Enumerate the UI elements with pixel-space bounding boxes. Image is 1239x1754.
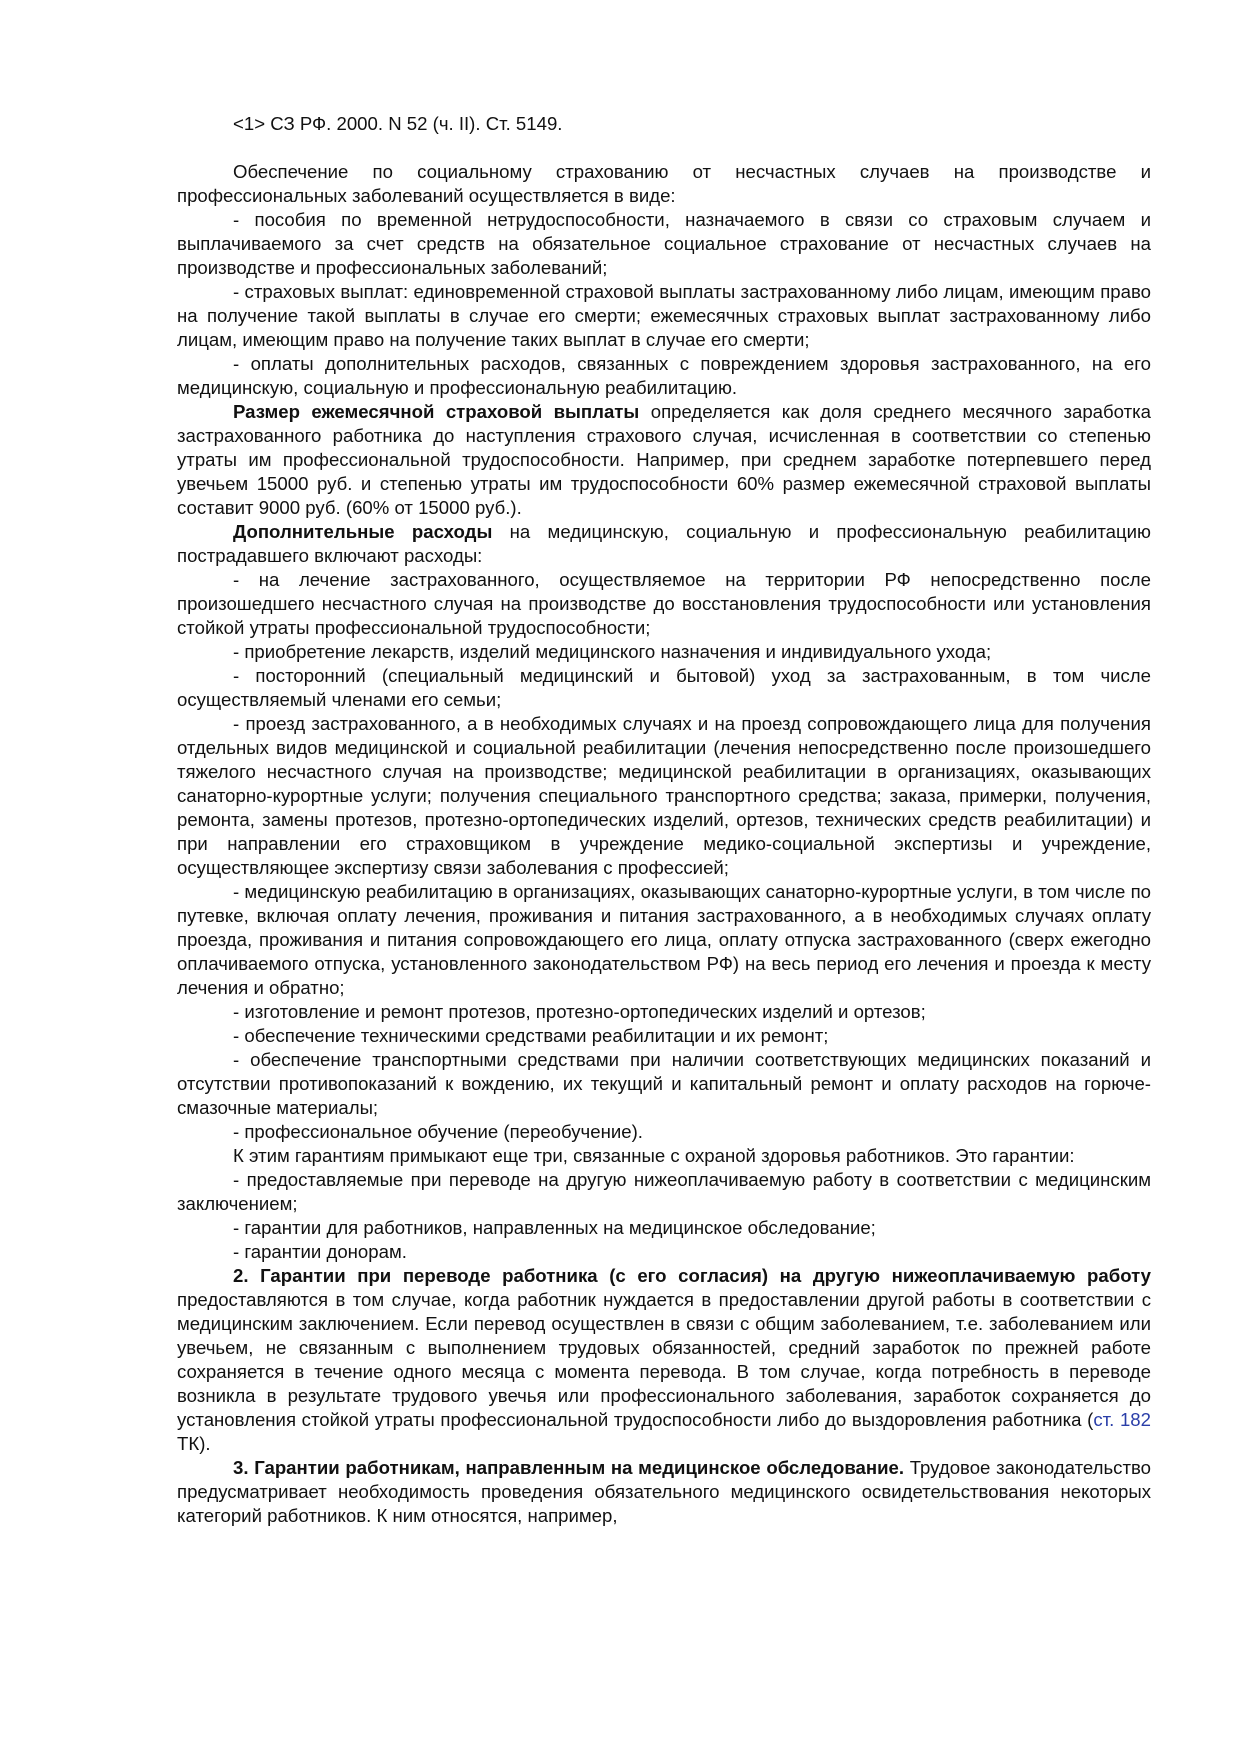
paragraph — [177, 208, 1151, 280]
paragraph-lead: Размер ежемесячной страховой выплаты — [233, 401, 640, 422]
paragraph-lead: 2. Гарантии при переводе работника (с его согласия) на другую нижеоплачиваемую работу — [233, 1265, 1151, 1286]
paragraph-text: определяется как доля среднего месячного заработка застрахованного работника до наступления страхового случая, исчисленная в соответствии со степенью утраты им профессиональной трудоспособности. Например, при среднем заработке потерпевшего перед увечьем 15000 руб. и степенью утраты им трудоспособности 60% размер ежемесячной страховой выплаты составит 9000 руб. (60% от 15000 руб.). — [177, 401, 1151, 518]
paragraph-list — [177, 160, 1151, 1528]
paragraph — [177, 400, 1151, 520]
paragraph-text: - страховых выплат: единовременной страховой выплаты застрахованному либо лицам, имеющим право на получение такой выплаты в случае его смерти; ежемесячных страховых выплат застрахованному либо лицам, имеющим право на получение таких выплат в случае его смерти; — [177, 281, 1151, 350]
paragraph-text: - гарантии для работников, направленных на медицинское обследование; — [233, 1217, 876, 1238]
paragraph — [177, 1120, 1151, 1144]
paragraph — [177, 1168, 1151, 1216]
footnote: <1> СЗ РФ. 2000. N 52 (ч. II). Ст. 5149. — [233, 113, 563, 134]
document-page — [177, 112, 1151, 1528]
paragraph-text: - на лечение застрахованного, осуществляемое на территории РФ непосредственно после произошедшего несчастного случая на производстве до восстановления трудоспособности или установления стойкой утраты профессиональной трудоспособности; — [177, 569, 1151, 638]
paragraph — [177, 1456, 1151, 1528]
paragraph-text: - предоставляемые при переводе на другую нижеоплачиваемую работу в соответствии с медицинским заключением; — [177, 1169, 1151, 1214]
paragraph — [177, 1240, 1151, 1264]
paragraph-text: - приобретение лекарств, изделий медицинского назначения и индивидуального ухода; — [233, 641, 992, 662]
paragraph-text: - медицинскую реабилитацию в организациях, оказывающих санаторно-курортные услуги, в том числе по путевке, включая оплату лечения, проживания и питания застрахованного, а в необходимых случаях оплату проезда, проживания и питания сопровождающего его лица, оплату отпуска застрахованного (сверх ежегодно оплачиваемого отпуска, установленного законодательством РФ) на весь период его лечения и проезда к месту лечения и обратно; — [177, 881, 1151, 998]
paragraph-text: - посторонний (специальный медицинский и бытовой) уход за застрахованным, в том числе осуществляемый членами его семьи; — [177, 665, 1151, 710]
paragraph-text: Обеспечение по социальному страхованию от несчастных случаев на производстве и профессиональных заболеваний осуществляется в виде: — [177, 161, 1151, 206]
paragraph — [177, 1048, 1151, 1120]
paragraph-text: Трудовое законодательство предусматривает необходимость проведения обязательного медицинского освидетельствования некоторых категорий работников. К ним относятся, например, — [177, 1457, 1152, 1526]
paragraph — [177, 352, 1151, 400]
paragraph — [177, 712, 1151, 880]
paragraph — [177, 160, 1151, 208]
paragraph — [177, 280, 1151, 352]
paragraph — [177, 1216, 1151, 1240]
paragraph-text: К этим гарантиям примыкают еще три, связанные с охраной здоровья работников. Это гарантии: — [233, 1145, 1075, 1166]
paragraph-text: - проезд застрахованного, а в необходимых случаях и на проезд сопровождающего лица для получения отдельных видов медицинской и социальной реабилитации (лечения непосредственно после произошедшего тяжелого несчастного случая на производстве; медицинской реабилитации в организациях, оказывающих санаторно-курортные услуги; получения специального транспортного средства; заказа, примерки, получения, ремонта, замены протезов, протезно-ортопедических изделий, ортезов, технических средств реабилитации) и при направлении его страховщиком в учреждение медико-социальной экспертизы и учреждение, осуществляющее экспертизу связи заболевания с профессией; — [177, 713, 1151, 878]
paragraph-text: на медицинскую, социальную и профессиональную реабилитацию пострадавшего включают расходы: — [177, 521, 1152, 566]
paragraph-text: - изготовление и ремонт протезов, протезно-ортопедических изделий и ортезов; — [233, 1001, 926, 1022]
paragraph — [177, 1000, 1151, 1024]
paragraph-text: - пособия по временной нетрудоспособности, назначаемого в связи со страховым случаем и выплачиваемого за счет средств на обязательное социальное страхование от несчастных случаев на производстве и профессиональных заболеваний; — [177, 209, 1151, 278]
article-link[interactable]: ст. 182 — [1093, 1409, 1151, 1430]
paragraph — [177, 880, 1151, 1000]
paragraph-text: - профессиональное обучение (переобучение). — [233, 1121, 643, 1142]
paragraph — [177, 1144, 1151, 1168]
paragraph-text: - обеспечение транспортными средствами при наличии соответствующих медицинских показаний и отсутствии противопоказаний к вождению, их текущий и капитальный ремонт и оплату расходов на горюче-смазочные материалы; — [177, 1049, 1151, 1118]
paragraph — [177, 1264, 1151, 1456]
paragraph — [177, 664, 1151, 712]
paragraph-text: - гарантии донорам. — [233, 1241, 407, 1262]
paragraph — [177, 640, 1151, 664]
paragraph-text: предоставляются в том случае, когда работник нуждается в предоставлении другой работы в соответствии с медицинским заключением. Если перевод осуществлен в связи с общим заболеванием, т.е. заболеванием или увечьем, не связанным с выполнением трудовых обязанностей, средний заработок по прежней работе сохраняется в течение одного месяца с момента перевода. В том случае, когда потребность в переводе возникла в результате трудового увечья или профессионального заболевания, заработок сохраняется до установления стойкой утраты профессиональной трудоспособности либо до выздоровления работника ( — [177, 1289, 1151, 1430]
paragraph-lead: 3. Гарантии работникам, направленным на медицинское обследование. — [233, 1457, 905, 1478]
paragraph-lead: Дополнительные расходы — [233, 521, 493, 542]
paragraph-tail: ТК). — [177, 1433, 211, 1454]
paragraph-text: - обеспечение техническими средствами реабилитации и их ремонт; — [233, 1025, 829, 1046]
paragraph-text: - оплаты дополнительных расходов, связанных с повреждением здоровья застрахованного, на его медицинскую, социальную и профессиональную реабилитацию. — [177, 353, 1151, 398]
paragraph — [177, 520, 1151, 568]
paragraph — [177, 568, 1151, 640]
paragraph — [177, 1024, 1151, 1048]
